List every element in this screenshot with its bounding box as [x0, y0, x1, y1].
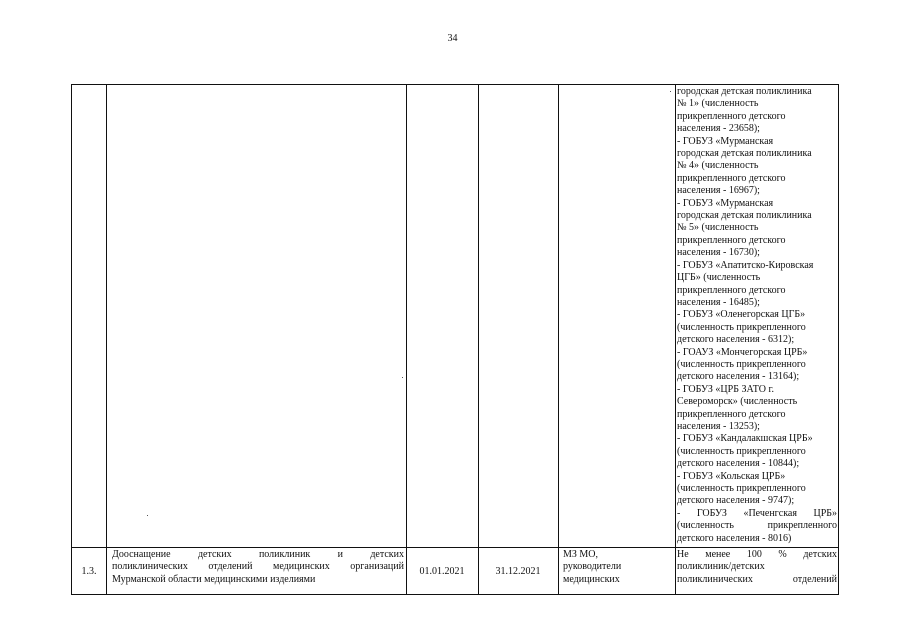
list-line: - ГОБУЗ «ЦРБ ЗАТО г. [677, 383, 774, 395]
list-line: прикрепленного детского [677, 234, 786, 246]
list-line: населения - 23658); [677, 123, 760, 135]
row-divider [72, 547, 838, 548]
list-line: Североморск» (численность [677, 396, 798, 408]
list-line: прикрепленного детского [677, 408, 786, 420]
word: ЦРБ» [813, 507, 837, 519]
list-line: населения - 16967); [677, 185, 760, 197]
list-line: - ГОБУЗ «Мурманская [677, 135, 774, 147]
list-line: городская детская поликлиника [677, 86, 812, 97]
word: медицинских [273, 561, 330, 573]
list-line: - ГОБУЗ «Кольская ЦРБ» [677, 470, 786, 482]
page-number: 34 [447, 33, 458, 44]
word: Дооснащение [112, 549, 171, 560]
list-line: - ГОБУЗ «Оленегорская ЦГБ» [677, 309, 806, 321]
word: детских [197, 549, 232, 560]
list-line: - ГОБУЗ «Мурманская [677, 197, 774, 209]
responsible-line: руководители [563, 561, 622, 573]
word: поликлиник [258, 549, 311, 560]
list-line: населения - 16485); [677, 296, 760, 308]
responsible-line: медицинских [563, 573, 620, 585]
last-list-item-line-1 [677, 508, 837, 520]
column-divider-4 [558, 85, 559, 594]
organizations-list-cell [677, 86, 837, 545]
list-line: прикрепленного детского [677, 284, 786, 296]
plan-table [71, 84, 839, 595]
word: «Печенгская [743, 507, 797, 519]
column-divider-1 [106, 85, 107, 594]
end-date: 31.12.2021 [495, 566, 541, 577]
word: отделений [208, 561, 253, 573]
list-line: детского населения - 6312); [677, 334, 795, 346]
result-line-2: поликлиник/детских [677, 561, 765, 573]
result-line-1 [677, 549, 837, 561]
start-date: 01.01.2021 [419, 566, 465, 577]
title-line-2 [112, 561, 404, 573]
list-line: населения - 13253); [677, 420, 760, 432]
word: (численность [677, 520, 734, 532]
word: прикрепленного [767, 520, 837, 532]
scan-speck [402, 377, 403, 378]
column-divider-3 [478, 85, 479, 594]
list-line: населения - 16730); [677, 247, 760, 259]
list-line: городская детская поликлиника [677, 210, 812, 222]
scan-speck [147, 515, 148, 516]
word: поликлинических [677, 573, 753, 585]
list-line: (численность прикрепленного [677, 483, 806, 494]
word: организаций [350, 561, 404, 573]
list-line: - ГОБУЗ «Апатитско-Кировская [677, 259, 814, 271]
word: и [337, 549, 343, 560]
list-line: детского населения - 10844); [677, 458, 800, 470]
list-line: детского населения - 13164); [677, 371, 800, 383]
title-line-3: Мурманской области медицинскими изделиями [112, 573, 316, 585]
responsible-line: МЗ МО, [563, 549, 599, 560]
word: менее [705, 549, 731, 560]
list-line: - ГОБУЗ «Кандалакшская ЦРБ» [677, 433, 813, 445]
list-line: прикрепленного детского [677, 172, 786, 184]
column-divider-2 [406, 85, 407, 594]
list-line: (численность прикрепленного [677, 358, 806, 370]
list-line: № 4» (численность [677, 160, 759, 172]
scan-speck [670, 91, 671, 92]
list-line: - ГОАУЗ «Мончегорская ЦРБ» [677, 346, 808, 358]
expected-result-cell [677, 549, 837, 586]
list-line: городская детская поликлиника [677, 148, 812, 160]
word: - [677, 507, 681, 519]
list-line: № 1» (численность [677, 98, 759, 110]
word: Не [677, 549, 689, 560]
title-line-1 [112, 549, 404, 561]
word: детских [370, 549, 404, 560]
word: детских [803, 549, 837, 560]
last-list-item-line-2 [677, 520, 837, 532]
activity-title [112, 549, 404, 586]
list-line: № 5» (численность [677, 222, 759, 234]
list-line: прикрепленного детского [677, 110, 786, 122]
result-line-3 [677, 574, 837, 586]
list-line: детского населения - 9747); [677, 495, 795, 507]
word: 100 [746, 549, 762, 560]
list-line: (численность прикрепленного [677, 321, 806, 333]
word: поликлинических [112, 561, 188, 573]
responsible-cell [563, 549, 675, 586]
word: % [778, 549, 787, 560]
word: отделений [792, 573, 837, 585]
column-divider-5 [675, 85, 676, 594]
word: ГОБУЗ [696, 507, 727, 519]
last-list-item-line-3: детского населения - 8016) [677, 532, 792, 544]
list-line: (численность прикрепленного [677, 445, 806, 457]
organizations-list [677, 86, 837, 508]
row-number: 1.3. [81, 566, 97, 577]
list-line: ЦГБ» (численность [677, 272, 761, 284]
